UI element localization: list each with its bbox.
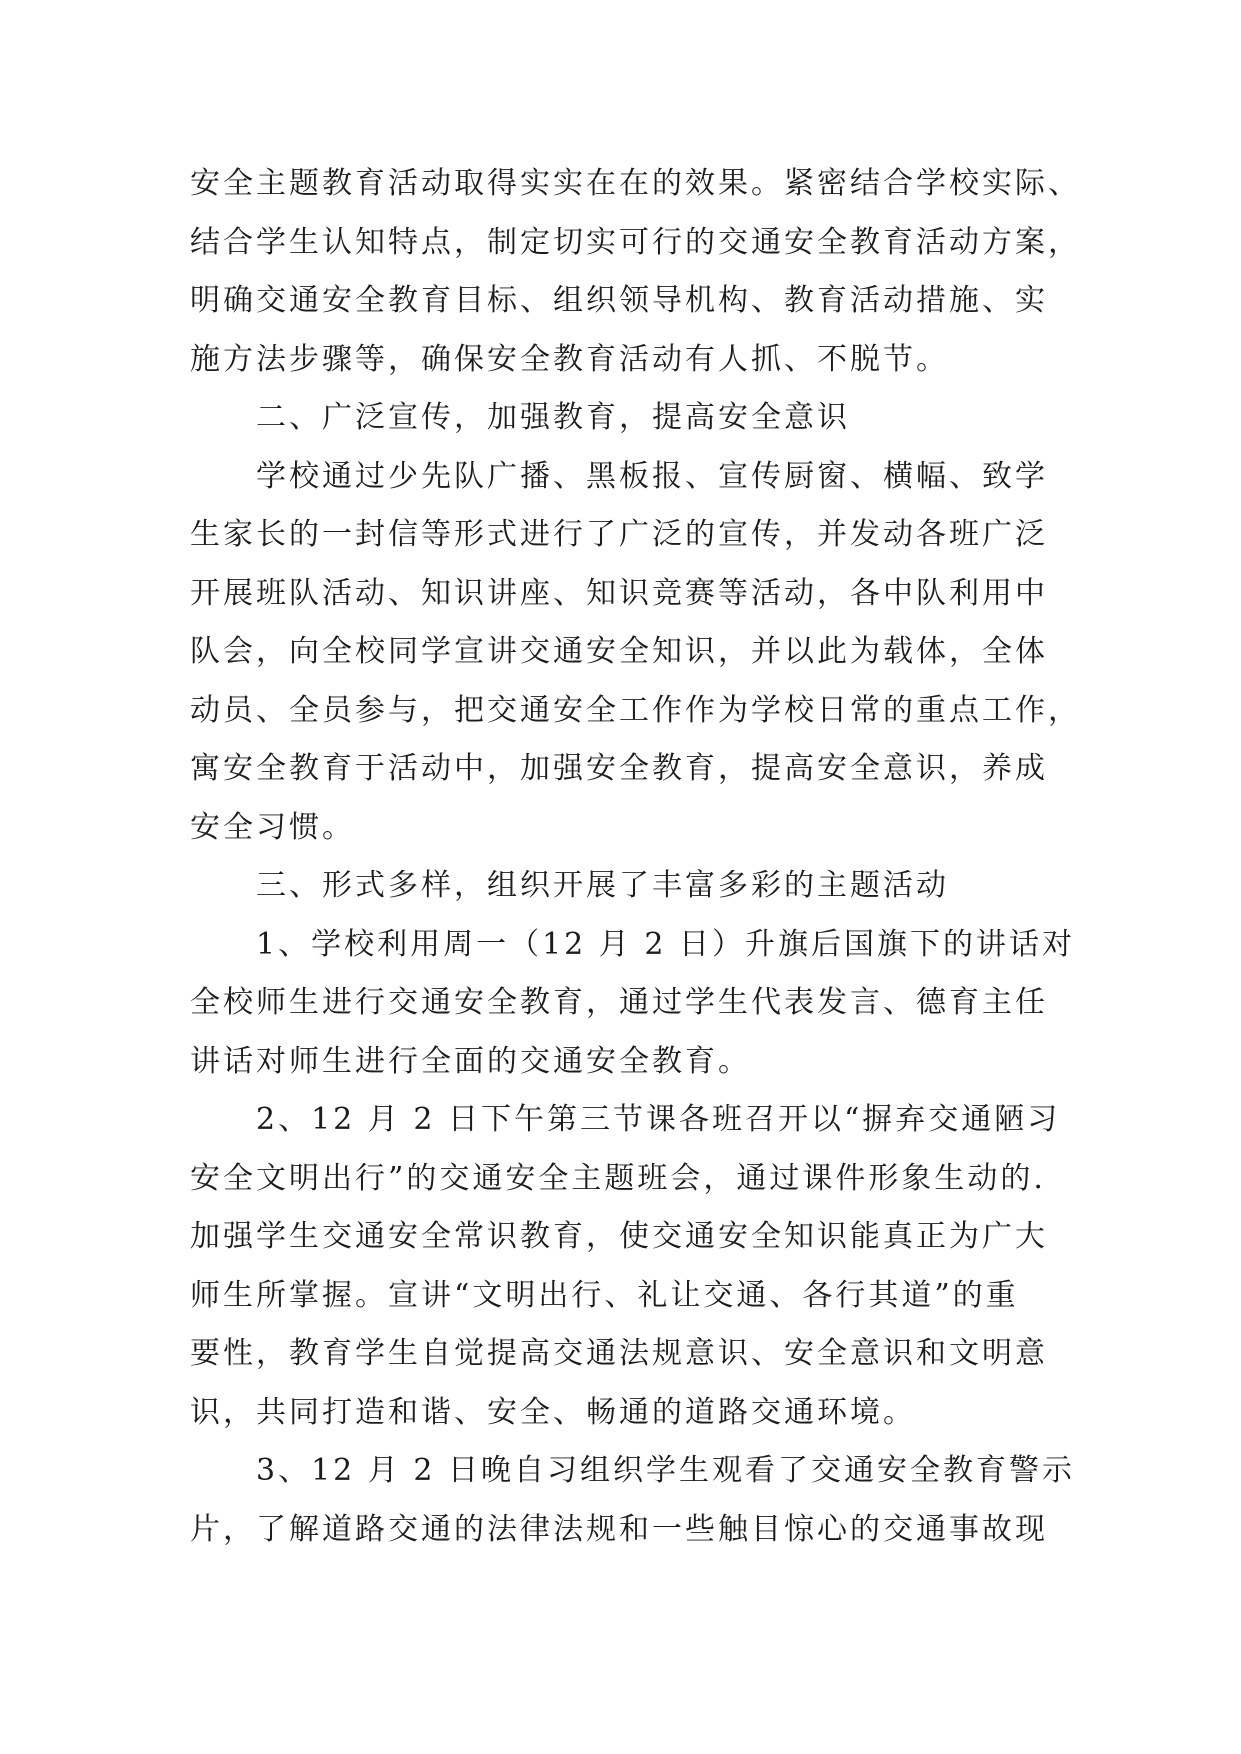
text-line: 动员、全员参与，把交通安全工作作为学校日常的重点工作， <box>190 692 1081 728</box>
paragraph <box>190 155 1090 389</box>
heading-line: 二、广泛宣传，加强教育，提高安全意识 <box>256 400 850 435</box>
text-line: 全校师生进行交通安全教育，通过学生代表发言、德育主任 <box>190 985 1048 1020</box>
text-line: 2、12 月 2 日下午第三节课各班召开以“摒弃交通陋习 <box>256 1102 1061 1137</box>
text-line: 结合学生认知特点，制定切实可行的交通安全教育活动方案， <box>190 224 1081 260</box>
text-line: 安全文明出行”的交通安全主题班会，通过课件形象生动的. <box>190 1160 1046 1196</box>
section-heading <box>190 389 1090 448</box>
text-line: 队会，向全校同学宣讲交通安全知识，并以此为载体，全体 <box>190 634 1048 669</box>
text-line: 识，共同打造和谐、安全、畅通的道路交通环境。 <box>190 1394 916 1430</box>
paragraph <box>190 1442 1090 1559</box>
text-line: 1、学校利用周一（12 月 2 日）升旗后国旗下的讲话对 <box>256 926 1075 962</box>
text-line: 安全主题教育活动取得实实在在的效果。紧密结合学校实际、 <box>190 166 1081 201</box>
section-heading <box>190 857 1090 916</box>
text-line: 师生所掌握。宣讲“文明出行、礼让交通、各行其道”的重 <box>190 1277 1019 1313</box>
text-line: 明确交通安全教育目标、组织领导机构、教育活动措施、实 <box>190 283 1048 318</box>
text-line: 安全习惯。 <box>190 809 355 845</box>
paragraph <box>190 448 1090 858</box>
text-line: 学校通过少先队广播、黑板报、宣传厨窗、横幅、致学 <box>256 458 1048 494</box>
heading-line: 三、形式多样，组织开展了丰富多彩的主题活动 <box>256 868 949 903</box>
document-body <box>190 155 1090 1559</box>
text-line: 片，了解道路交通的法律法规和一些触目惊心的交通事故现 <box>190 1511 1048 1547</box>
paragraph <box>190 916 1090 1092</box>
text-line: 加强学生交通安全常识教育，使交通安全知识能真正为广大 <box>190 1219 1048 1254</box>
text-line: 讲话对师生进行全面的交通安全教育。 <box>190 1043 751 1079</box>
text-line: 开展班队活动、知识讲座、知识竞赛等活动，各中队利用中 <box>190 575 1048 611</box>
text-line: 要性，教育学生自觉提高交通法规意识、安全意识和文明意 <box>190 1336 1048 1371</box>
paragraph <box>190 1091 1090 1442</box>
text-line: 生家长的一封信等形式进行了广泛的宣传，并发动各班广泛 <box>190 517 1048 552</box>
text-line: 寓安全教育于活动中，加强安全教育，提高安全意识，养成 <box>190 751 1048 786</box>
text-line: 3、12 月 2 日晚自习组织学生观看了交通安全教育警示 <box>256 1453 1075 1488</box>
text-line: 施方法步骤等，确保安全教育活动有人抓、不脱节。 <box>190 341 949 377</box>
